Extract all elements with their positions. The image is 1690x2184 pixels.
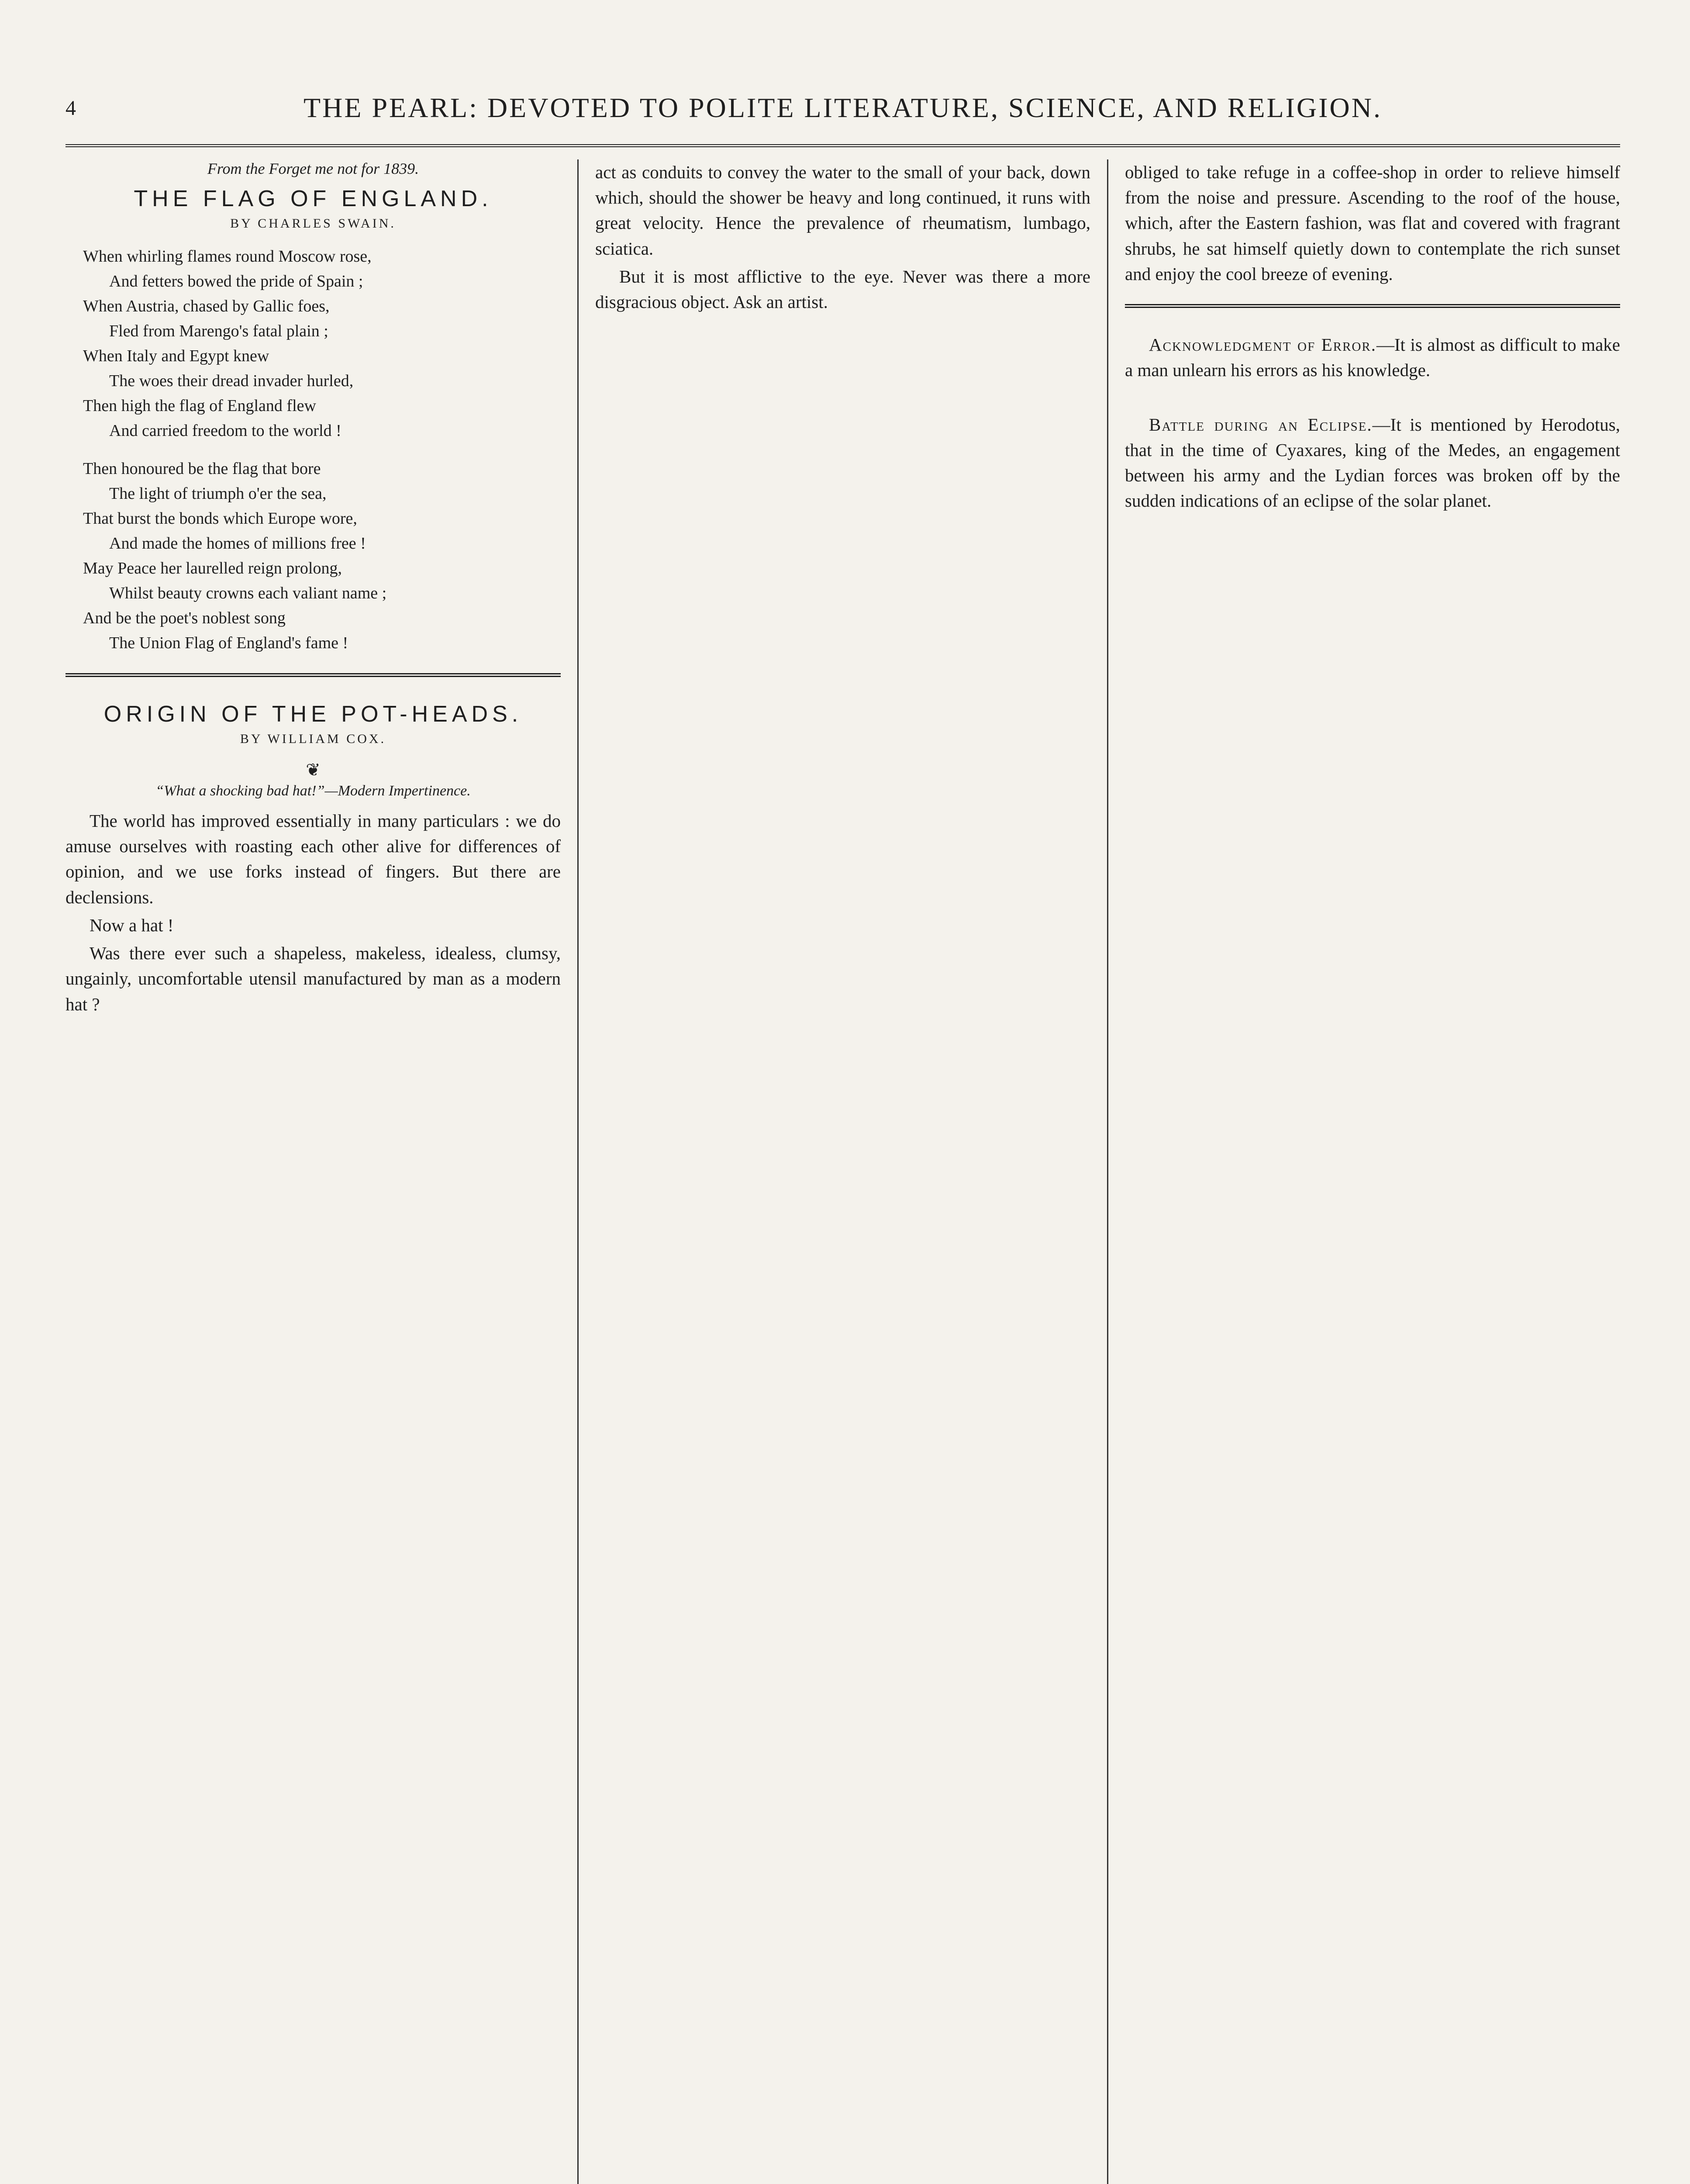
verse-line: Then high the flag of England flew xyxy=(83,397,316,415)
verse-line: May Peace her laurelled reign prolong, xyxy=(83,559,342,577)
section-divider xyxy=(1125,304,1620,308)
verse-line: The woes their dread invader hurled, xyxy=(109,372,354,390)
newspaper-page xyxy=(66,83,1620,2184)
poem-stanza-1 xyxy=(83,244,561,443)
poem-stanza-2 xyxy=(83,456,561,656)
essay-paragraph: Was there ever such a shapeless, makeless, idealess, clumsy, ungainly, uncomfortable utensil manufactured by man as a modern hat ? xyxy=(66,943,561,1014)
column-3 xyxy=(1107,159,1620,2184)
essay-paragraph: The world has improved essentially in many particulars : we do amuse ourselves with roasting each other alive for differences of opinion, and we use forks instead of fingers. But there are declensions. xyxy=(66,811,561,907)
verse-line: And be the poet's noblest song xyxy=(83,609,286,627)
verse-line: The Union Flag of England's fame ! xyxy=(109,634,348,652)
verse-line: That burst the bonds which Europe wore, xyxy=(83,509,357,528)
item-text: —It is mentioned by Herodotus, that in the time of Cyaxares, king of the Medes, an engagement between his army and the Lydian forces was broken off by the sudden indications of an eclipse of the solar planet. xyxy=(1125,414,1620,511)
verse-line: When Austria, chased by Gallic foes, xyxy=(83,297,330,315)
news-item xyxy=(1125,332,1620,383)
verse-line: When Italy and Egypt knew xyxy=(83,347,269,365)
verse-line: Whilst beauty crowns each valiant name ; xyxy=(109,584,387,602)
essay-paragraph: obliged to take refuge in a coffee-shop in order to relieve himself from the noise and pressure. Ascending to the roof of the house, which, after the Eastern fashion, was flat and covered with fragrant shrubs, he sat himself quietly down to contemplate the rich sunset and enjoy the cool breeze of evening. xyxy=(1125,162,1620,284)
verse-line: And made the homes of millions free ! xyxy=(109,534,366,553)
news-item xyxy=(1125,412,1620,514)
poem-epigraph: From the Forget me not for 1839. xyxy=(207,160,419,177)
section-divider xyxy=(66,673,561,677)
item-lead: Acknowledgment of Error. xyxy=(1149,335,1376,355)
running-head: THE PEARL: DEVOTED TO POLITE LITERATURE, SCIENCE, AND RELIGION. xyxy=(304,92,1382,123)
item-text: —It is almost as difficult to make a man unlearn his errors as his knowledge. xyxy=(1125,335,1620,380)
page-number: 4 xyxy=(66,97,76,120)
column-1 xyxy=(66,159,577,2184)
essay-paragraph: But it is most afflictive to the eye. Never was there a more disgracious object. Ask an artist. xyxy=(595,266,1090,312)
essay-motto: “What a shocking bad hat!”—Modern Impertinence. xyxy=(155,783,471,799)
essay-title: ORIGIN OF THE POT-HEADS. xyxy=(103,702,523,727)
verse-line: And carried freedom to the world ! xyxy=(109,422,341,440)
columns xyxy=(66,159,1620,2184)
essay-paragraph: Now a hat ! xyxy=(90,915,174,935)
item-lead: Battle during an Eclipse. xyxy=(1149,414,1373,435)
verse-line: And fetters bowed the pride of Spain ; xyxy=(109,272,363,290)
item-spacer xyxy=(1125,386,1620,412)
poem-title: THE FLAG OF ENGLAND. xyxy=(134,186,493,211)
masthead xyxy=(66,83,1620,147)
verse-line: Fled from Marengo's fatal plain ; xyxy=(109,322,328,340)
fleuron-icon: ❦ xyxy=(306,760,321,780)
essay-paragraph: act as conduits to convey the water to the small of your back, down which, should the shower be heavy and long continued, it runs with great velocity. Hence the prevalence of rheumatism, lumbago, sciatica. xyxy=(595,162,1090,259)
column-2 xyxy=(577,159,1107,2184)
poem-byline: BY CHARLES SWAIN. xyxy=(230,216,396,231)
essay-byline: BY WILLIAM COX. xyxy=(240,732,386,746)
verse-line: Then honoured be the flag that bore xyxy=(83,460,321,478)
verse-line: The light of triumph o'er the sea, xyxy=(109,484,327,503)
verse-line: When whirling flames round Moscow rose, xyxy=(83,247,372,266)
